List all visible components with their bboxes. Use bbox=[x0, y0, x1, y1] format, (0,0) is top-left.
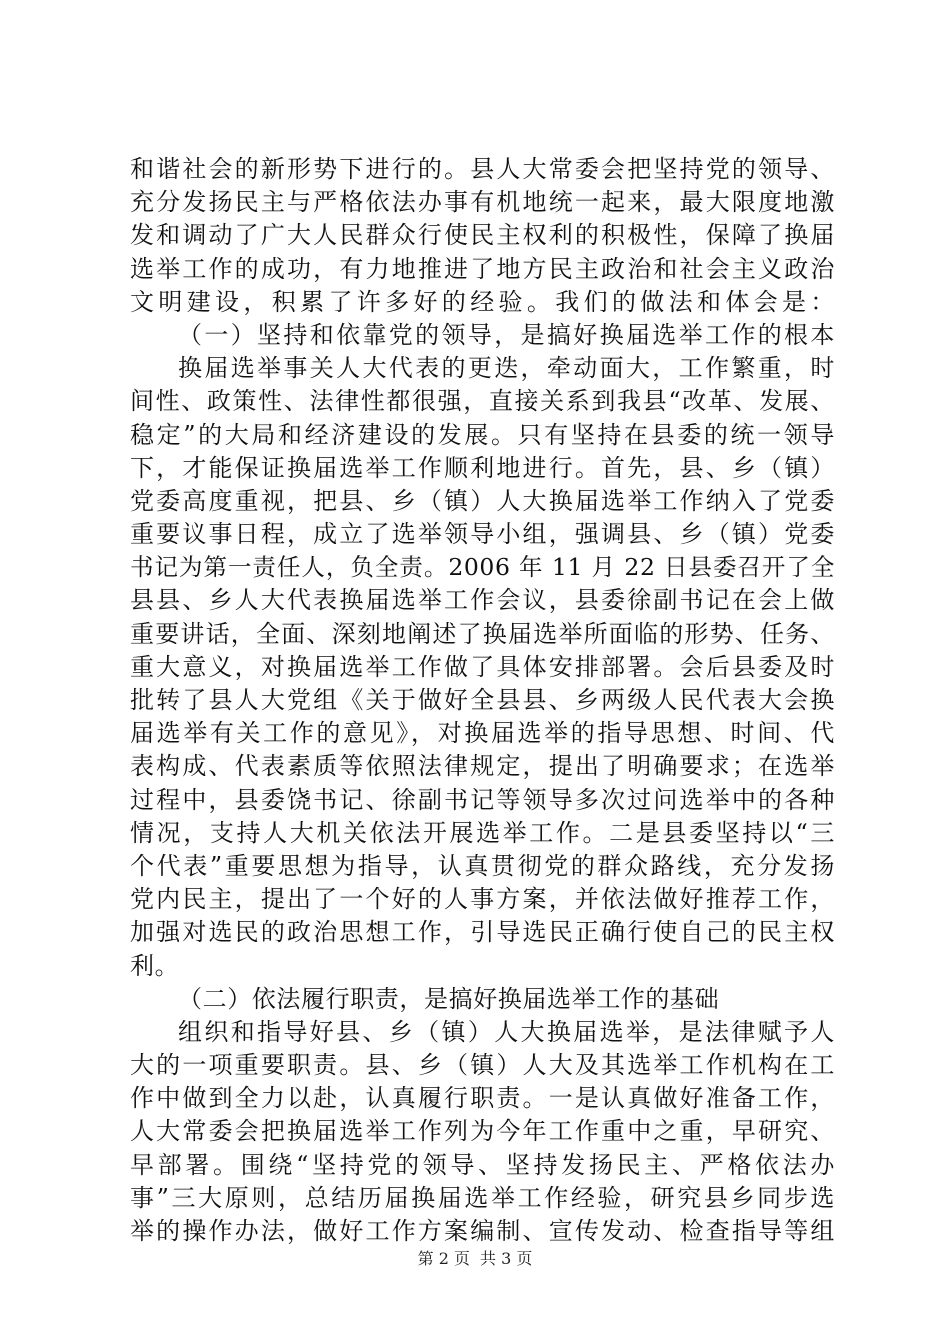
text-line: 县县、乡人大代表换届选举工作会议，县委徐副书记在会上做 bbox=[130, 586, 835, 615]
text-line: 加强对选民的政治思想工作，引导选民正确行使自己的民主权 bbox=[130, 918, 835, 947]
text-line: 间性、政策性、法律性都很强，直接关系到我县“改革、发展、 bbox=[130, 387, 835, 416]
text-line: 事”三大原则，总结历届换届选举工作经验，研究县乡同步选 bbox=[130, 1183, 835, 1212]
text-line: 过程中，县委饶书记、徐副书记等领导多次过问选举中的各种 bbox=[130, 785, 835, 814]
text-line: 和谐社会的新形势下进行的。县人大常委会把坚持党的领导、 bbox=[130, 155, 835, 183]
text-line: 文明建设，积累了许多好的经验。我们的做法和体会是： bbox=[130, 287, 835, 316]
text-line: 重大意义，对换届选举工作做了具体安排部署。会后县委及时 bbox=[130, 652, 835, 681]
text-line: 党内民主，提出了一个好的人事方案，并依法做好推荐工作， bbox=[130, 885, 835, 914]
page-total: 共 3 页 bbox=[480, 1249, 533, 1268]
text-line: 批转了县人大党组《关于做好全县县、乡两级人民代表大会换 bbox=[130, 686, 835, 714]
text-line: 发和调动了广大人民群众行使民主权利的积极性，保障了换届 bbox=[130, 221, 835, 250]
text-line: 选举工作的成功，有力地推进了地方民主政治和社会主义政治 bbox=[130, 254, 835, 283]
text-line: 组织和指导好县、乡（镇）人大换届选举，是法律赋予人 bbox=[178, 1017, 835, 1046]
text-line: 作中做到全力以赴，认真履行职责。一是认真做好准备工作， bbox=[130, 1084, 835, 1113]
text-line: 充分发扬民主与严格依法办事有机地统一起来，最大限度地激 bbox=[130, 188, 835, 217]
page-footer bbox=[0, 1249, 950, 1269]
text-line: 表构成、代表素质等依照法律规定，提出了明确要求；在选举 bbox=[130, 752, 835, 781]
text-line: 党委高度重视，把县、乡（镇）人大换届选举工作纳入了党委 bbox=[130, 486, 835, 515]
text-line: 稳定”的大局和经济建设的发展。只有坚持在县委的统一领导 bbox=[130, 420, 835, 449]
text-line: （二）依法履行职责，是搞好换届选举工作的基础 bbox=[178, 984, 720, 1013]
text-line: 重要讲话，全面、深刻地阐述了换届选举所面临的形势、任务、 bbox=[130, 619, 835, 648]
text-line: 利。 bbox=[130, 951, 180, 980]
document-body bbox=[130, 153, 835, 1248]
text-line: 换届选举事关人大代表的更迭，牵动面大，工作繁重，时 bbox=[178, 354, 835, 383]
text-line: 大的一项重要职责。县、乡（镇）人大及其选举工作机构在工 bbox=[130, 1051, 835, 1080]
text-line: 人大常委会把换届选举工作列为今年工作重中之重，早研究、 bbox=[130, 1117, 835, 1146]
text-line: （一）坚持和依靠党的领导，是搞好换届选举工作的根本 bbox=[178, 320, 835, 349]
text-line: 重要议事日程，成立了选举领导小组，强调县、乡（镇）党委 bbox=[130, 520, 835, 549]
text-line: 届选举有关工作的意见》，对换届选举的指导思想、时间、代 bbox=[130, 719, 835, 748]
text-line: 下，才能保证换届选举工作顺利地进行。首先，县、乡（镇） bbox=[130, 453, 835, 482]
text-line: 早部署。围绕“坚持党的领导、坚持发扬民主、严格依法办 bbox=[130, 1150, 835, 1179]
text-line: 情况，支持人大机关依法开展选举工作。二是县委坚持以“三 bbox=[130, 818, 835, 847]
page-number: 第 2 页 bbox=[417, 1249, 470, 1268]
text-line: 举的操作办法，做好工作方案编制、宣传发动、检查指导等组 bbox=[130, 1217, 835, 1245]
text-line: 书记为第一责任人，负全责。2006 年 11 月 22 日县委召开了全 bbox=[130, 553, 835, 582]
text-line: 个代表”重要思想为指导，认真贯彻党的群众路线，充分发扬 bbox=[130, 851, 835, 880]
